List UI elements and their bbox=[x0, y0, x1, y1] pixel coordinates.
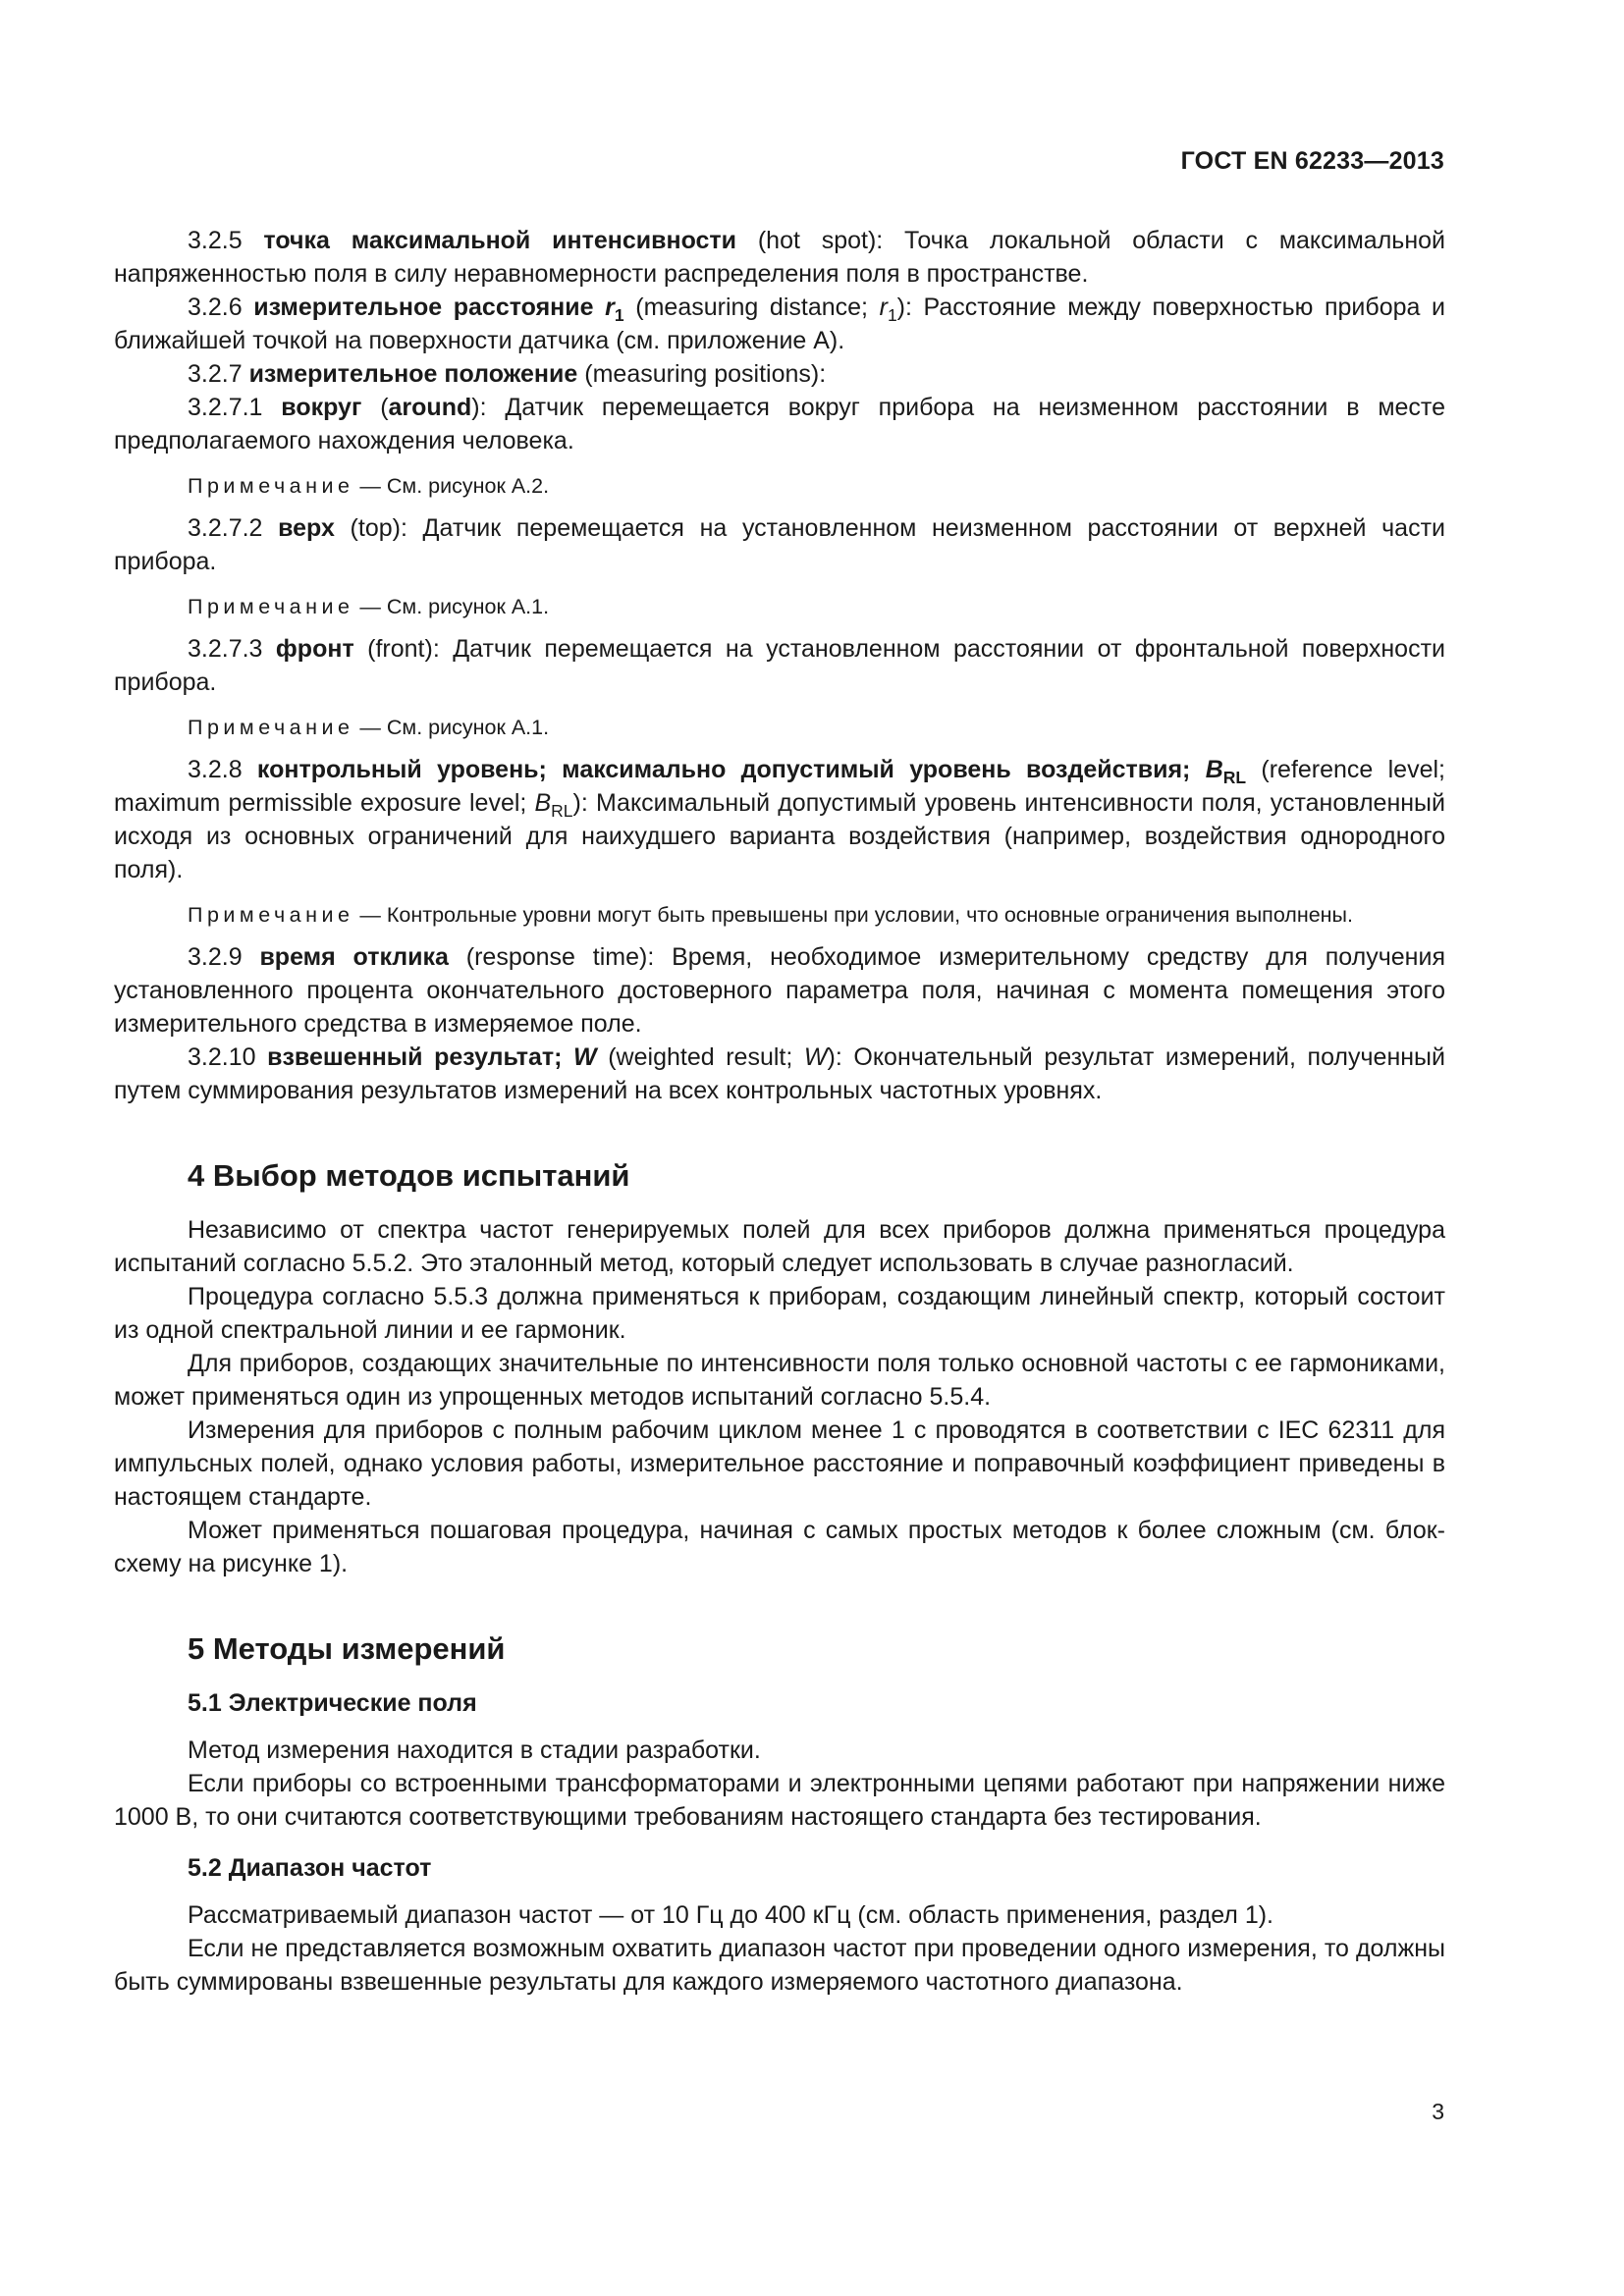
section-5-1-heading: 5.1 Электрические поля bbox=[188, 1689, 477, 1717]
definition-text: (hot spot): Точка локальной области с максимальной напряженностью поля в силу неравномерности распределения поля в пространстве. bbox=[114, 227, 1445, 288]
section-5-2-heading: 5.2 Диапазон частот bbox=[188, 1854, 432, 1882]
note-3 bbox=[114, 713, 1445, 743]
note-2 bbox=[114, 592, 1445, 622]
clause-number: 3.2.7.3 bbox=[188, 635, 263, 663]
symbol: r bbox=[879, 294, 888, 321]
section-5-1-paragraph: Метод измерения находится в стадии разработки. bbox=[188, 1736, 761, 1764]
definition-3-2-7-2 bbox=[114, 511, 1445, 578]
definition-3-2-8 bbox=[114, 753, 1445, 886]
term-symbol: r bbox=[605, 294, 615, 321]
section-4-paragraph: Может применяться пошаговая процедура, начиная с самых простых методов к более сложным (см. блок-схему на рисунке 1). bbox=[114, 1517, 1445, 1577]
term-symbol-subscript: RL bbox=[1222, 768, 1247, 787]
term-symbol: W bbox=[573, 1043, 597, 1071]
clause-number: 3.2.8 bbox=[188, 756, 243, 783]
symbol-subscript: 1 bbox=[887, 305, 897, 325]
note-text: — Контрольные уровни могут быть превышены при условии, что основные ограничения выполнены. bbox=[353, 903, 1353, 927]
term: верх bbox=[278, 514, 335, 542]
section-4-paragraph: Измерения для приборов с полным рабочим циклом менее 1 с проводятся в соответствии с IEC 62311 для импульсных полей, однако условия работы, измерительное расстояние и поправочный коэффициент приведены в настоящем стандарте. bbox=[114, 1416, 1445, 1511]
symbol: W bbox=[803, 1043, 828, 1071]
note-label: Примечание bbox=[188, 903, 354, 927]
clause-number: 3.2.9 bbox=[188, 943, 243, 971]
definition-text: (measuring distance; bbox=[623, 294, 880, 321]
definition-text: (top): Датчик перемещается на установленном неизменном расстоянии от верхней части прибора. bbox=[114, 514, 1445, 575]
section-5-heading: 5 Методы измерений bbox=[188, 1631, 506, 1666]
definition-3-2-6 bbox=[114, 291, 1445, 357]
definition-text: ): Окончательный результат измерений, полученный путем суммирования результатов измерений на всех контрольных частотных уровнях. bbox=[114, 1043, 1445, 1104]
clause-number: 3.2.7.2 bbox=[188, 514, 263, 542]
definition-3-2-10 bbox=[114, 1041, 1445, 1107]
definition-text: (measuring positions): bbox=[577, 360, 827, 388]
note-4 bbox=[114, 900, 1445, 931]
definition-text: (weighted result; bbox=[596, 1043, 804, 1071]
definition-3-2-7 bbox=[114, 357, 1445, 391]
page-number: 3 bbox=[1432, 2099, 1444, 2124]
section-4-heading: 4 Выбор методов испытаний bbox=[188, 1158, 630, 1193]
section-4-paragraph: Для приборов, создающих значительные по интенсивности поля только основной частоты с ее гармониками, может применяться один из упрощенных методов испытаний согласно 5.5.4. bbox=[114, 1350, 1445, 1411]
definition-text: ( bbox=[361, 394, 389, 421]
definition-text: ): Максимальный допустимый уровень интенсивности поля, установленный исходя из основных ограничений для наихудшего варианта воздействия (например, воздействия однородного поля). bbox=[114, 789, 1445, 883]
clause-number: 3.2.5 bbox=[188, 227, 243, 254]
term: точка максимальной интенсивности bbox=[263, 227, 737, 254]
definition-text: ): Датчик перемещается вокруг прибора на неизменном расстоянии в месте предполагаемого нахождения человека. bbox=[114, 394, 1445, 454]
definition-text: (response time): Время, необходимое измерительному средству для получения установленного процента окончательного достоверного параметра поля, начиная с момента помещения этого измерительного средства в измеряемое поле. bbox=[114, 943, 1445, 1038]
clause-number: 3.2.7 bbox=[188, 360, 243, 388]
note-text: — См. рисунок А.1. bbox=[353, 595, 550, 618]
clause-number: 3.2.7.1 bbox=[188, 394, 263, 421]
section-5-1-paragraph: Если приборы со встроенными трансформаторами и электронными цепями работают при напряжении ниже 1000 В, то они считаются соответствующими требованиям настоящего стандарта без тестирования. bbox=[114, 1770, 1445, 1831]
note-1 bbox=[114, 471, 1445, 502]
clause-number: 3.2.6 bbox=[188, 294, 243, 321]
term: измерительное расстояние bbox=[253, 294, 594, 321]
page-content bbox=[114, 224, 1445, 1999]
note-text: — См. рисунок А.2. bbox=[353, 474, 550, 498]
definition-text: (front): Датчик перемещается на установленном расстоянии от фронтальной поверхности прибора. bbox=[114, 635, 1445, 696]
clause-number: 3.2.10 bbox=[188, 1043, 256, 1071]
symbol-subscript: RL bbox=[551, 801, 573, 821]
note-text: — См. рисунок А.1. bbox=[353, 716, 550, 739]
section-5-2-paragraph: Если не представляется возможным охватить диапазон частот при проведении одного измерения, то должны быть суммированы взвешенные результаты для каждого измеряемого частотного диапазона. bbox=[114, 1935, 1445, 1996]
term: вокруг bbox=[281, 394, 362, 421]
definition-3-2-5 bbox=[114, 224, 1445, 291]
term: взвешенный результат; bbox=[267, 1043, 563, 1071]
note-label: Примечание bbox=[188, 474, 354, 498]
term: контрольный уровень; максимально допустимый уровень воздействия; bbox=[256, 756, 1191, 783]
term-english: around bbox=[388, 394, 472, 421]
definition-3-2-7-1 bbox=[114, 391, 1445, 457]
definition-text: ): Расстояние между поверхностью прибора и ближайшей точкой на поверхности датчика (см. приложение А). bbox=[114, 294, 1445, 354]
term-symbol-subscript: 1 bbox=[614, 305, 624, 325]
term-symbol: B bbox=[1205, 756, 1223, 783]
section-4-paragraph: Процедура согласно 5.5.3 должна применяться к приборам, создающим линейный спектр, который состоит из одной спектральной линии и ее гармоник. bbox=[114, 1283, 1445, 1344]
definition-text: (reference level; maximum permissible exposure level; bbox=[114, 756, 1445, 817]
symbol: B bbox=[534, 789, 552, 817]
standard-designation: ГОСТ EN 62233—2013 bbox=[1180, 147, 1444, 175]
term: измерительное положение bbox=[248, 360, 578, 388]
section-5-2-paragraph: Рассматриваемый диапазон частот — от 10 Гц до 400 кГц (см. область применения, раздел 1). bbox=[188, 1901, 1274, 1929]
definition-3-2-7-3 bbox=[114, 632, 1445, 699]
note-label: Примечание bbox=[188, 595, 354, 618]
definition-3-2-9 bbox=[114, 940, 1445, 1041]
section-4-paragraph: Независимо от спектра частот генерируемых полей для всех приборов должна применяться процедура испытаний согласно 5.5.2. Это эталонный метод, который следует использовать в случае разногласий. bbox=[114, 1216, 1445, 1277]
term: фронт bbox=[275, 635, 354, 663]
term: время отклика bbox=[259, 943, 449, 971]
note-label: Примечание bbox=[188, 716, 354, 739]
